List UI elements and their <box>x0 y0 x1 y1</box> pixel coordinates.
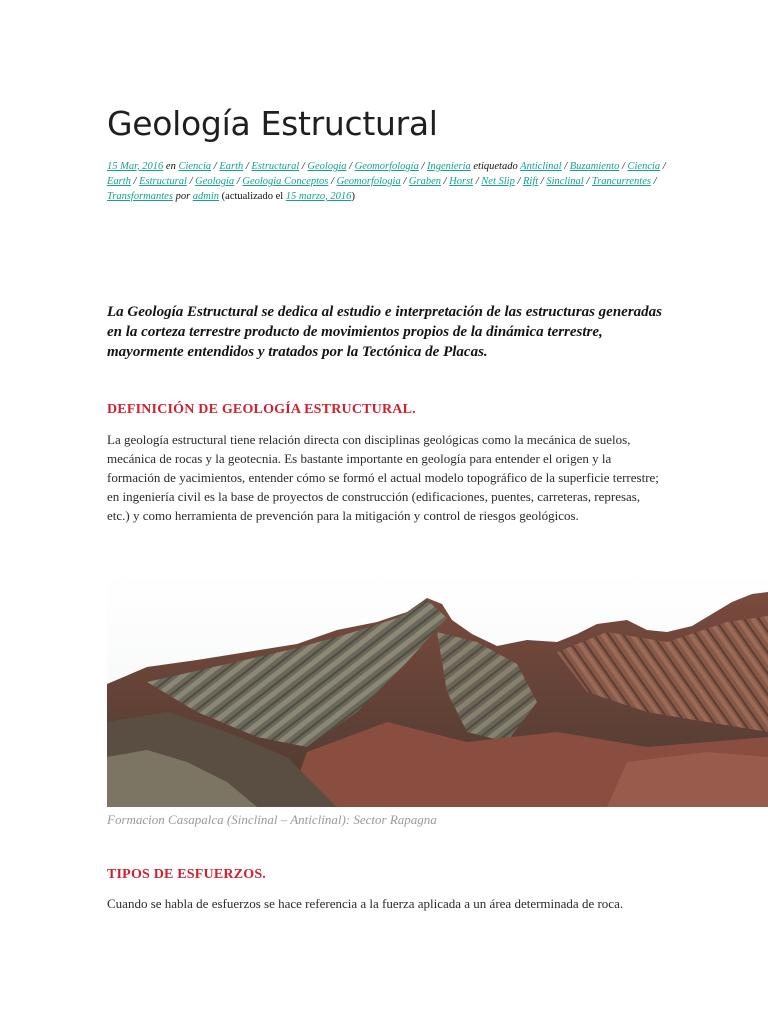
section-body-definicion: La geología estructural tiene relación directa con disciplinas geológicas como la mecánica de suelos, mecánica de rocas y la geotecnia. Es bastante importante en geología para entender el origen y la formación de yacimientos, entender cómo se formó el actual modelo topográfico de la superficie terrestre; en ingeniería civil es la base de proyectos de construcción (edificaciones, puentes, carreteras, represas, etc.) y como herramienta de prevención para la mitigación y control de riesgos geológicos. <box>107 432 659 523</box>
updated-date-link[interactable]: 15 marzo, 2016 <box>285 191 352 202</box>
tag-link[interactable]: Buzamiento <box>569 161 620 172</box>
category-link[interactable]: Ingenieria <box>427 161 471 172</box>
tag-link[interactable]: Horst <box>449 176 474 187</box>
category-link[interactable]: Geologia <box>307 161 347 172</box>
category-link[interactable]: Ciencia <box>178 161 212 172</box>
post-meta: 15 Mar, 2016 en Ciencia / Earth / Estructural / Geologia / Geomorfología / Ingenieria etiquetado Anticlinal / Buzamiento / Ciencia / Earth / Estructural / Geologia / Geologia Conceptos / Geomorfologia / Graben / Horst / Net Slip / Rift / Sinclinal / Trancurrentes / Transformantes por admin (actualizado el 15 marzo, 2016) <box>107 161 666 202</box>
post-date-link[interactable]: 15 Mar, 2016 <box>107 161 164 172</box>
tag-link[interactable]: Transformantes <box>107 191 173 202</box>
tagged-label: etiquetado <box>473 161 518 172</box>
tag-link[interactable]: Graben <box>408 176 441 187</box>
landscape-photo <box>107 572 768 807</box>
tag-link[interactable]: Geologia Conceptos <box>242 176 329 187</box>
section-body-esfuerzos: Cuando se habla de esfuerzos se hace referencia a la fuerza aplicada a un área determinada de roca. <box>107 896 624 911</box>
page-title: Geología Estructural <box>107 104 438 143</box>
category-link[interactable]: Estructural <box>251 161 300 172</box>
tag-link[interactable]: Anticlinal <box>520 161 562 172</box>
category-link[interactable]: Geomorfología <box>354 161 419 172</box>
figure-caption: Formacion Casapalca (Sinclinal – Anticlinal): Sector Rapagna <box>107 812 437 827</box>
tag-link[interactable]: Sinclinal <box>546 176 584 187</box>
in-label: en <box>165 161 176 172</box>
author-link[interactable]: admin <box>192 191 220 202</box>
tag-link[interactable]: Earth <box>107 176 131 187</box>
updated-prefix: (actualizado el <box>221 191 284 202</box>
updated-suffix: ) <box>351 191 355 202</box>
lead-paragraph: La Geología Estructural se dedica al estudio e interpretación de las estructuras generadas en la corteza terrestre producto de movimientos propios de la dinámica terrestre, mayormente entendidos y tratados por la Tectónica de Placas. <box>107 304 663 360</box>
tag-link[interactable]: Estructural <box>139 176 187 187</box>
tag-link[interactable]: Geomorfologia <box>336 176 401 187</box>
section-heading-definicion: DEFINICIÓN DE GEOLOGÍA ESTRUCTURAL. <box>107 402 416 417</box>
by-label: por <box>175 191 191 202</box>
category-link[interactable]: Earth <box>219 161 244 172</box>
tag-link[interactable]: Trancurrentes <box>591 176 651 187</box>
tag-link[interactable]: Rift <box>523 176 539 187</box>
tag-link[interactable]: Ciencia <box>627 161 661 172</box>
tag-link[interactable]: Net Slip <box>481 176 515 187</box>
section-heading-esfuerzos: TIPOS DE ESFUERZOS. <box>107 867 267 882</box>
tag-link[interactable]: Geologia <box>195 176 235 187</box>
